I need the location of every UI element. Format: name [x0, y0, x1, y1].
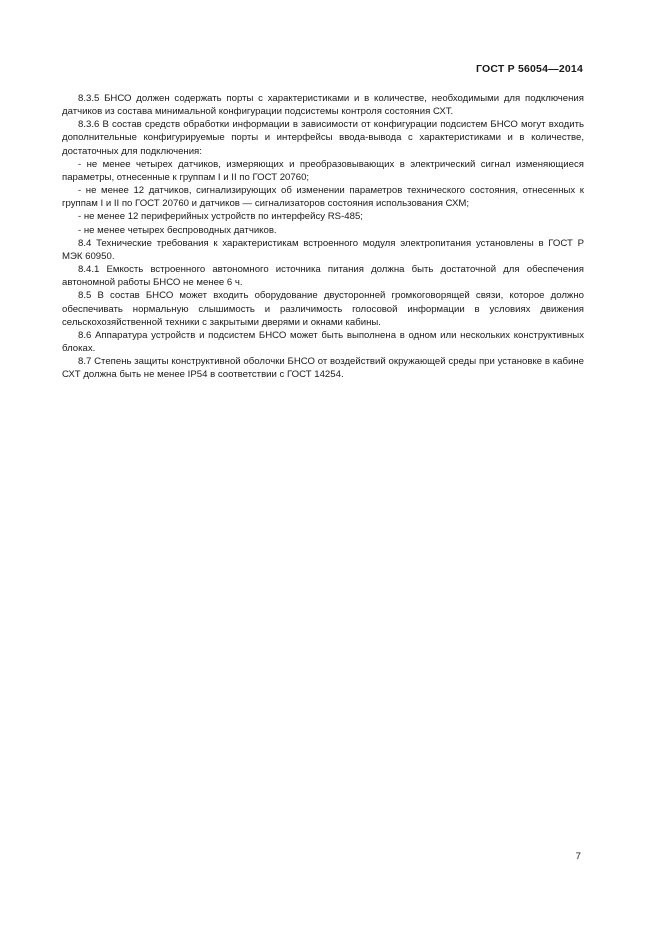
paragraph-8-3-6: 8.3.6 В состав средств обработки информации в зависимости от конфигурации подсистем БНСО могут входить дополнительные конфигурируемые порты и интерфейсы ввода-вывода с характеристиками и в количестве, достаточных для подключения: [62, 119, 584, 157]
document-header: ГОСТ Р 56054—2014 [475, 63, 583, 75]
paragraph-8-4: 8.4 Технические требования к характеристикам встроенного модуля электропитания установлены в ГОСТ Р МЭК 60950. [62, 237, 584, 262]
list-item-sensors-signaling: - не менее 12 датчиков, сигнализирующих об изменении параметров технического состояния, отнесенных к группам I и II по ГОСТ 20760 и датчиков — сигнализаторов состояния использования СХМ; [62, 185, 584, 210]
page-number: 7 [575, 851, 581, 862]
paragraph-8-4-1: 8.4.1 Емкость встроенного автономного источника питания должна быть достаточной для обеспечения автономной работы БНСО не менее 6 ч. [62, 264, 584, 289]
list-item-sensors-measuring: - не менее четырех датчиков, измеряющих и преобразовывающих в электрический сигнал изменяющиеся параметры, отнесенные к группам I и II по ГОСТ 20760; [62, 158, 584, 183]
paragraph-8-3-5: 8.3.5 БНСО должен содержать порты с характеристиками и в количестве, необходимыми для подключения датчиков из состава минимальной конфигурации подсистемы контроля состояния СХТ. [62, 93, 584, 118]
document-body [62, 92, 584, 381]
paragraph-8-7: 8.7 Степень защиты конструктивной оболочки БНСО от воздействий окружающей среды при установке в кабине СХТ должна быть не менее IP54 в соответствии с ГОСТ 14254. [62, 356, 584, 381]
paragraph-8-5: 8.5 В состав БНСО может входить оборудование двусторонней громкоговорящей связи, которое должно обеспечивать нормальную слышимость и различимость голосовой информации в условиях движения сельскохозяйственной техники с закрытыми дверями и окнами кабины. [62, 290, 584, 328]
list-item-peripheral-devices: - не менее 12 периферийных устройств по интерфейсу RS-485; [78, 211, 363, 223]
list-item-wireless-sensors: - не менее четырех беспроводных датчиков. [78, 224, 277, 236]
paragraph-8-6: 8.6 Аппаратура устройств и подсистем БНСО может быть выполнена в одном или нескольких конструктивных блоках. [62, 329, 584, 354]
